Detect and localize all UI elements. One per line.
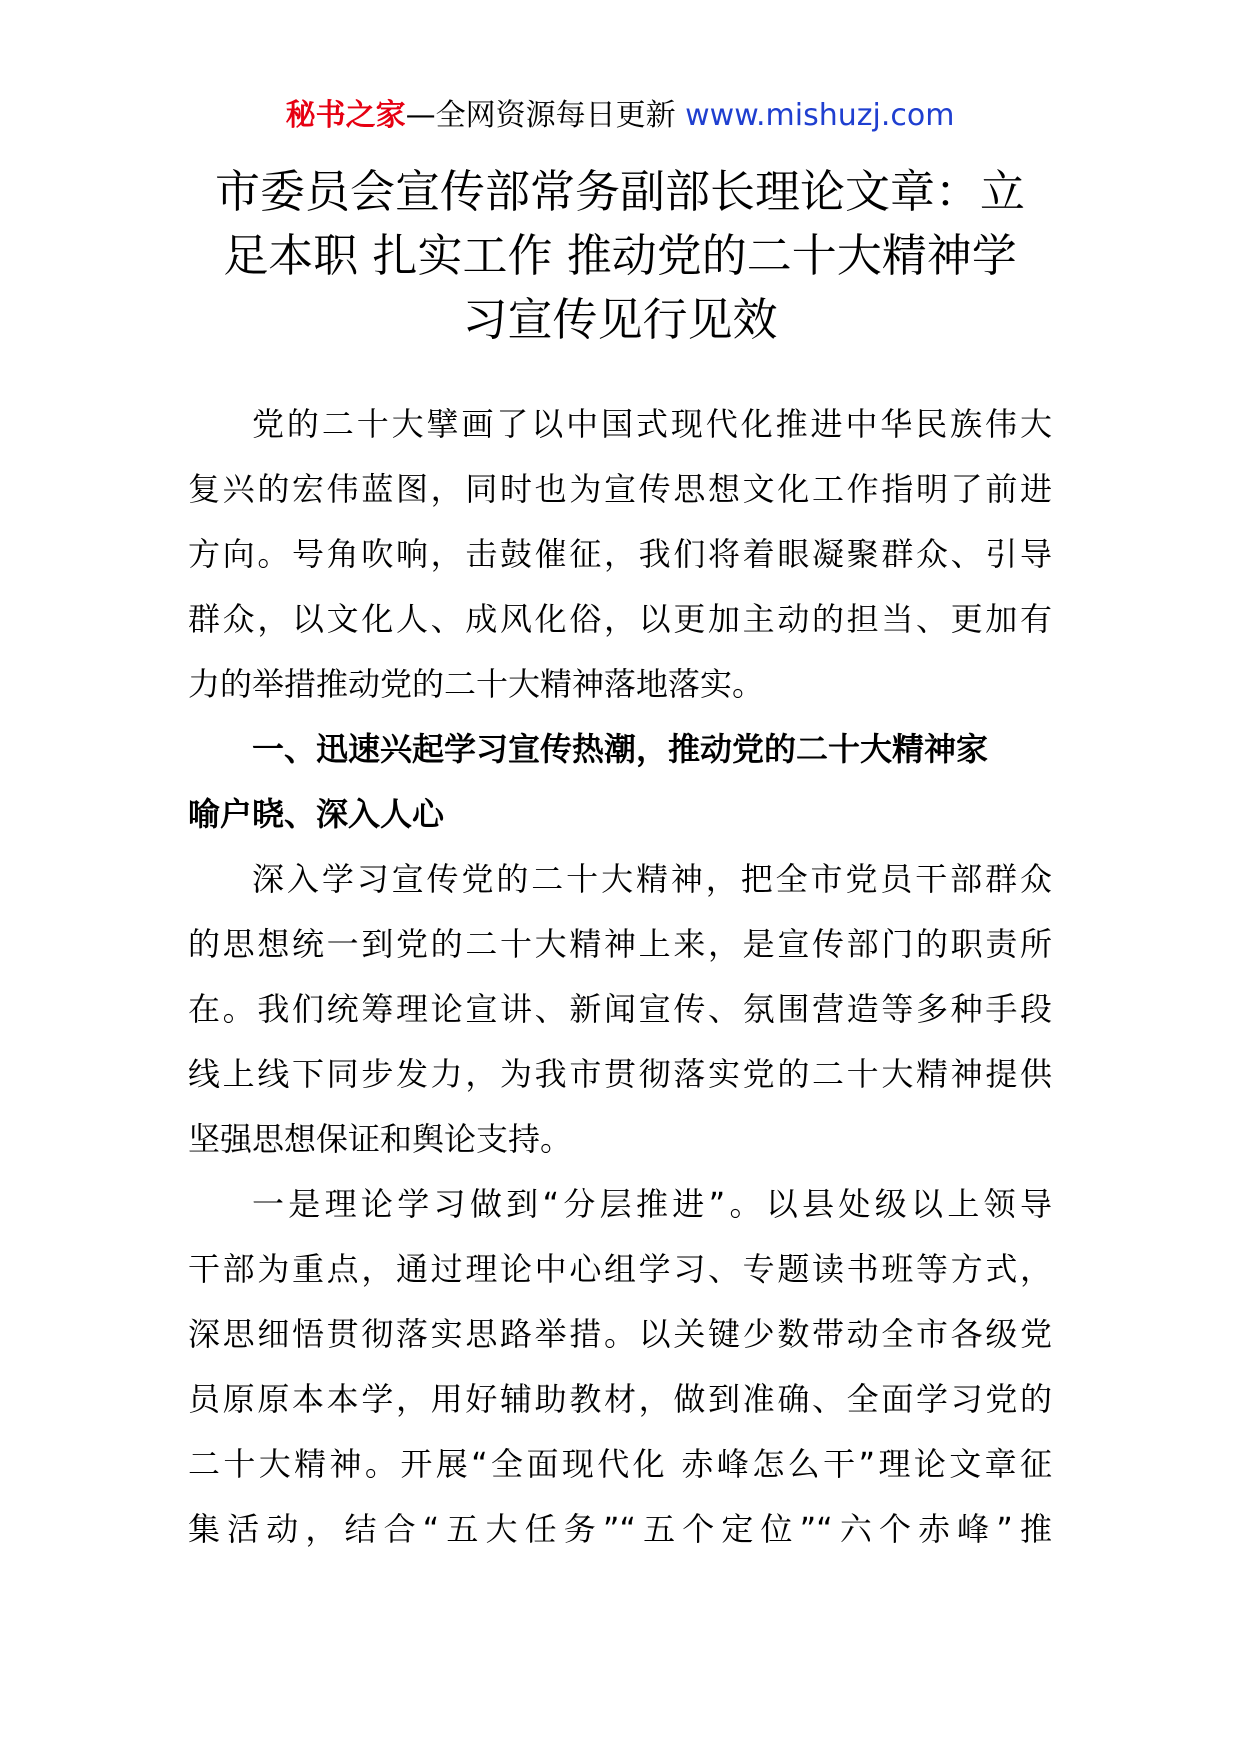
site-banner: [0, 96, 1240, 136]
text-line: 集活动，结合“五大任务”“五个定位”“六个赤峰”推: [188, 1510, 1052, 1548]
text-line: 力的举措推动党的二十大精神落地落实。: [188, 665, 765, 703]
text-line: 线上线下同步发力，为我市贯彻落实党的二十大精神提供: [188, 1055, 1052, 1093]
paragraph-point-1: [188, 1172, 1052, 1562]
text-line: 员原原本本学，用好辅助教材，做到准确、全面学习党的: [188, 1380, 1052, 1418]
document-body: [188, 392, 1052, 1562]
document-title: [190, 160, 1050, 352]
title-line: 足本职 扎实工作 推动党的二十大精神学: [223, 229, 1017, 282]
text-line: 干部为重点，通过理论中心组学习、专题读书班等方式，: [188, 1250, 1052, 1288]
text-line: 坚强思想保证和舆论支持。: [188, 1120, 573, 1158]
text-line: 党的二十大擘画了以中国式现代化推进中华民族伟大: [252, 405, 1052, 443]
text-line: 二十大精神。开展“全面现代化 赤峰怎么干”理论文章征: [188, 1445, 1052, 1483]
title-line: 习宣传见行见效: [462, 293, 778, 346]
text-line: 深思细悟贯彻落实思路举措。以关键少数带动全市各级党: [188, 1315, 1052, 1353]
text-line: 方向。号角吹响，击鼓催征，我们将着眼凝聚群众、引导: [188, 535, 1052, 573]
heading-line: 喻户晓、深入人心: [188, 795, 445, 833]
text-line: 深入学习宣传党的二十大精神，把全市党员干部群众: [252, 860, 1052, 898]
text-line: 复兴的宏伟蓝图，同时也为宣传思想文化工作指明了前进: [188, 470, 1052, 508]
paragraph-intro: [188, 392, 1052, 717]
banner-slogan: —全网资源每日更新: [405, 98, 686, 133]
heading-line: 一、迅速兴起学习宣传热潮，推动党的二十大精神家: [252, 730, 989, 768]
brand-name: 秘书之家: [285, 98, 406, 133]
paragraph-section-1: [188, 847, 1052, 1172]
text-line: 群众，以文化人、成风化俗，以更加主动的担当、更加有: [188, 600, 1052, 638]
text-line: 一是理论学习做到“分层推进”。以县处级以上领导: [252, 1185, 1052, 1223]
text-line: 在。我们统筹理论宣讲、新闻宣传、氛围营造等多种手段: [188, 990, 1052, 1028]
section-heading-1: [188, 717, 1052, 847]
title-line: 市委员会宣传部常务副部长理论文章：立: [214, 165, 1025, 218]
site-url-link[interactable]: www.mishuzj.com: [685, 98, 955, 133]
text-line: 的思想统一到党的二十大精神上来，是宣传部门的职责所: [188, 925, 1052, 963]
